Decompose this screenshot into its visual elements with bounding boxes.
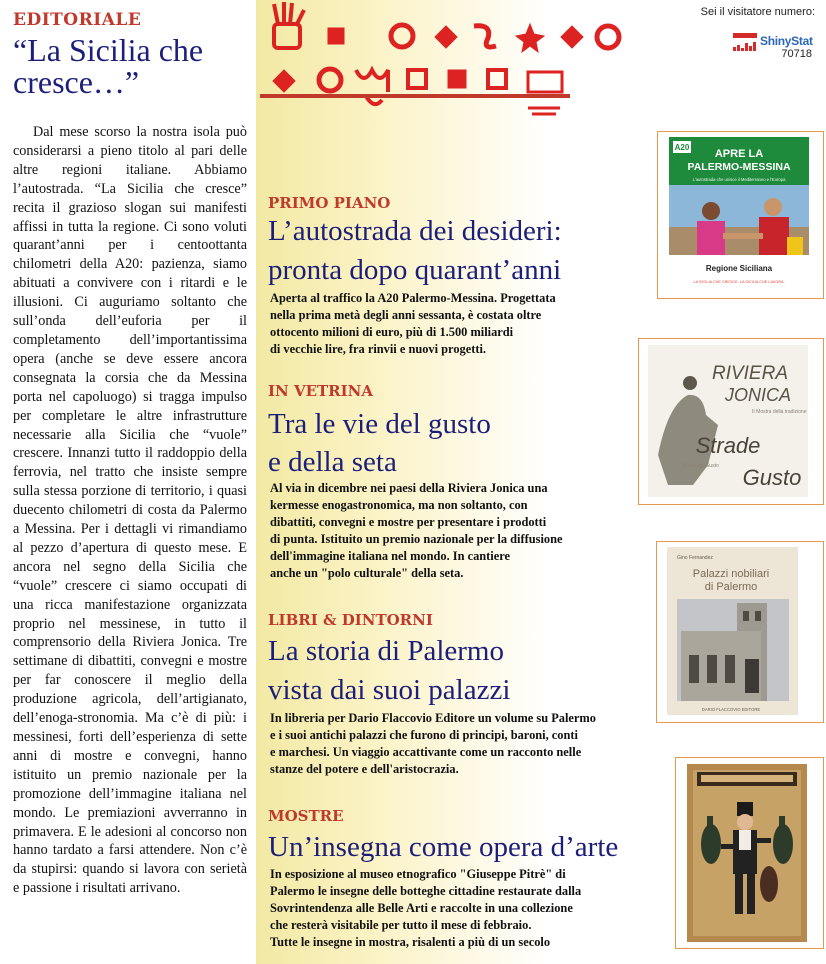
- visitor-count: 70718: [781, 48, 812, 60]
- svg-text:RIVIERA: RIVIERA: [711, 363, 789, 384]
- svg-text:PALERMO-MESSINA: PALERMO-MESSINA: [687, 161, 791, 173]
- editorial-body: Dal mese scorso la nostra isola può considerarsi a pieno titolo al pari delle altre regioni italiane. Abbiamo l’autostrada. “La Sicilia che cresce” recita il grazioso slogan sui manifesti affissi in tutta la regione. Ci sono voluti quarant’anni per i centoottanta chilometri della A20: pazienza, siamo abituati a convivere con i ritardi e le illusioni. Ci auguriamo soltanto che sull’onda dell’euforia per il completamento dell’importantissima opera (anche se deve essere ancora consegnata la corsia che da Messina porta nel capoluogo) si tragga impulso per completare le altre infrastrutture necessarie alla Sicilia che “vuole” crescere. Innanzi tutto il raddoppio della ferrovia, nel tratto che insiste sempre sulla stessa porzione di territorio, i quasi duecento chilometri di costa da Palermo a Messina. Per i dettagli vi rimandiamo al pezzo d’apertura di questo mese. E ancora nel segno della Sicilia che “vuole” crescere ci siamo occupati di una ricca manifestazione organizzata proprio nel messinese, in tutto il comprensorio della Riviera Jonica. Tre settimane di dibattiti, convegni e mostre per far conoscere il meglio della produzione agricola, dell’artigianato, dell’enoga-stronomia. Ma c’è di più: i messinesi, forti dell’esperienza di sette anni di mostre e convegni, hanno istituito un premio nazionale per la promozione dell’immagine italiana nel mondo. Le premiazioni avverranno in primavera. E le adesioni al concorso non hanno tardato a farsi attendere. Non c’è da stupirsi: quando si lavora con serietà e passione i risultati arrivano.: [13, 124, 247, 897]
- summary-line: anche un "polo culturale" della seta.: [270, 566, 464, 580]
- summary-line: Palermo le insegne delle botteghe cittadine restaurate dalla: [270, 884, 582, 898]
- article-kicker-primo-piano: PRIMO PIANO: [268, 194, 391, 212]
- summary-line: dibattiti, convegni e mostre per presentare i prodotti: [270, 515, 547, 529]
- article-summary-in-vetrina: [270, 480, 563, 582]
- summary-line: Aperta al traffico la A20 Palermo-Messina. Progettata: [270, 291, 556, 305]
- summary-line: ottocento milioni di euro, più di 1.500 miliardi: [270, 325, 514, 339]
- summary-line: In esposizione al museo etnografico "Giuseppe Pitrè" di: [270, 867, 566, 881]
- hand-glyph: [274, 2, 304, 48]
- summary-line: In libreria per Dario Flaccovio Editore un volume su Palermo: [270, 711, 596, 725]
- insegna-painting-svg: [687, 764, 807, 942]
- masthead-glyphs: [260, 0, 680, 140]
- article-headline-primo-piano-line1[interactable]: L’autostrada dei desideri:: [268, 215, 562, 247]
- article-summary-libri: [270, 710, 596, 778]
- editorial-title: “La Sicilia che cresce…”: [13, 32, 204, 100]
- riviera-jonica-svg: [648, 345, 808, 497]
- article-summary-mostre: [270, 866, 581, 951]
- circle-glyph-1: [391, 25, 413, 47]
- article-kicker-in-vetrina: IN VETRINA: [268, 382, 374, 400]
- svg-text:APRE LA: APRE LA: [714, 148, 764, 160]
- visitor-label: Sei il visitatore numero:: [700, 6, 815, 18]
- summary-line: nella prima metà degli anni sessanta, è costata oltre: [270, 308, 542, 322]
- image-insegna-painting[interactable]: [687, 764, 807, 942]
- summary-line: Tutte le insegne in mostra, risalenti a più di un secolo: [270, 935, 551, 949]
- diamond-glyph-2: [561, 26, 583, 48]
- palazzi-book-svg: [667, 547, 798, 715]
- svg-text:II Mostra della tradizione: II Mostra della tradizione: [752, 409, 807, 415]
- summary-line: di punta. Istituito un premio nazionale per la diffusione: [270, 532, 563, 546]
- svg-text:A20: A20: [674, 143, 690, 152]
- svg-text:L'autostrada che unisce il Med: L'autostrada che unisce il Mediterraneo e l'Europa: [692, 177, 786, 182]
- svg-text:DARIO FLACCOVIO EDITORE: DARIO FLACCOVIO EDITORE: [701, 707, 761, 712]
- image-riviera-jonica[interactable]: [648, 345, 808, 497]
- article-kicker-mostre: MOSTRE: [268, 807, 344, 825]
- diamond-glyph-1: [435, 26, 457, 48]
- svg-text:LA SICILIA CHE CRESCE. LA SICI: LA SICILIA CHE CRESCE. LA SICILIA CHE LAVORA.: [693, 280, 785, 284]
- masthead-dingbat-title: [260, 0, 680, 140]
- article-headline-libri-line2[interactable]: vista dai suoi palazzi: [268, 674, 511, 706]
- article-headline-in-vetrina-line2[interactable]: e della seta: [268, 446, 397, 478]
- summary-line: Al via in dicembre nei paesi della Riviera Jonica una: [270, 481, 548, 495]
- shinystat-chart-icon: [733, 41, 757, 51]
- article-headline-primo-piano-line2[interactable]: pronta dopo quarant’anni: [268, 254, 562, 286]
- summary-line: Sovrintendenza alle Belle Arti e raccolte in una collezione: [270, 901, 573, 915]
- summary-line: stanze del potere e dell'aristocrazia.: [270, 762, 459, 776]
- editorial-column: [0, 0, 255, 964]
- visitor-counter: [655, 6, 815, 66]
- curl-glyph: [474, 26, 496, 47]
- article-summary-primo-piano: [270, 290, 556, 358]
- shinystat-brand: ShinyStat: [760, 34, 813, 48]
- autostrada-poster-svg: [669, 137, 809, 292]
- summary-line: e marchesi. Un viaggio accattivante come un racconto nelle: [270, 745, 582, 759]
- svg-text:Regione Siciliana: Regione Siciliana: [705, 264, 773, 273]
- svg-text:Strade del Gusto: Strade del Gusto: [681, 463, 719, 469]
- star-glyph: [516, 24, 544, 52]
- image-palazzi-book[interactable]: [667, 547, 798, 715]
- svg-text:Gusto: Gusto: [742, 465, 802, 490]
- svg-text:di Palermo: di Palermo: [704, 581, 758, 593]
- square-glyph: [328, 28, 344, 44]
- editorial-kicker: EDITORIALE: [13, 10, 142, 30]
- shinystat-logo-bar: [733, 33, 757, 38]
- svg-text:Gino Fernandez: Gino Fernandez: [677, 555, 713, 561]
- article-headline-mostre[interactable]: Un’insegna come opera d’arte: [268, 831, 619, 863]
- svg-text:JONICA: JONICA: [724, 385, 792, 405]
- svg-text:Palazzi nobiliari: Palazzi nobiliari: [692, 568, 770, 580]
- summary-line: dell'immagine italiana nel mondo. In cantiere: [270, 549, 511, 563]
- article-headline-in-vetrina-line1[interactable]: Tra le vie del gusto: [268, 408, 491, 440]
- svg-text:Strade: Strade: [695, 433, 761, 458]
- article-kicker-libri: LIBRI & DINTORNI: [268, 611, 433, 629]
- circle-glyph-2: [597, 26, 619, 48]
- summary-line: kermesse enogastronomica, ma non soltanto, con: [270, 498, 528, 512]
- summary-line: e i suoi antichi palazzi che furono di principi, baroni, conti: [270, 728, 578, 742]
- image-autostrada-poster[interactable]: [669, 137, 809, 292]
- summary-line: che resterà visitabile per tutto il mese di febbraio.: [270, 918, 532, 932]
- article-headline-libri-line1[interactable]: La storia di Palermo: [268, 635, 504, 667]
- summary-line: di vecchie lire, fra rinvii e nuovi progetti.: [270, 342, 487, 356]
